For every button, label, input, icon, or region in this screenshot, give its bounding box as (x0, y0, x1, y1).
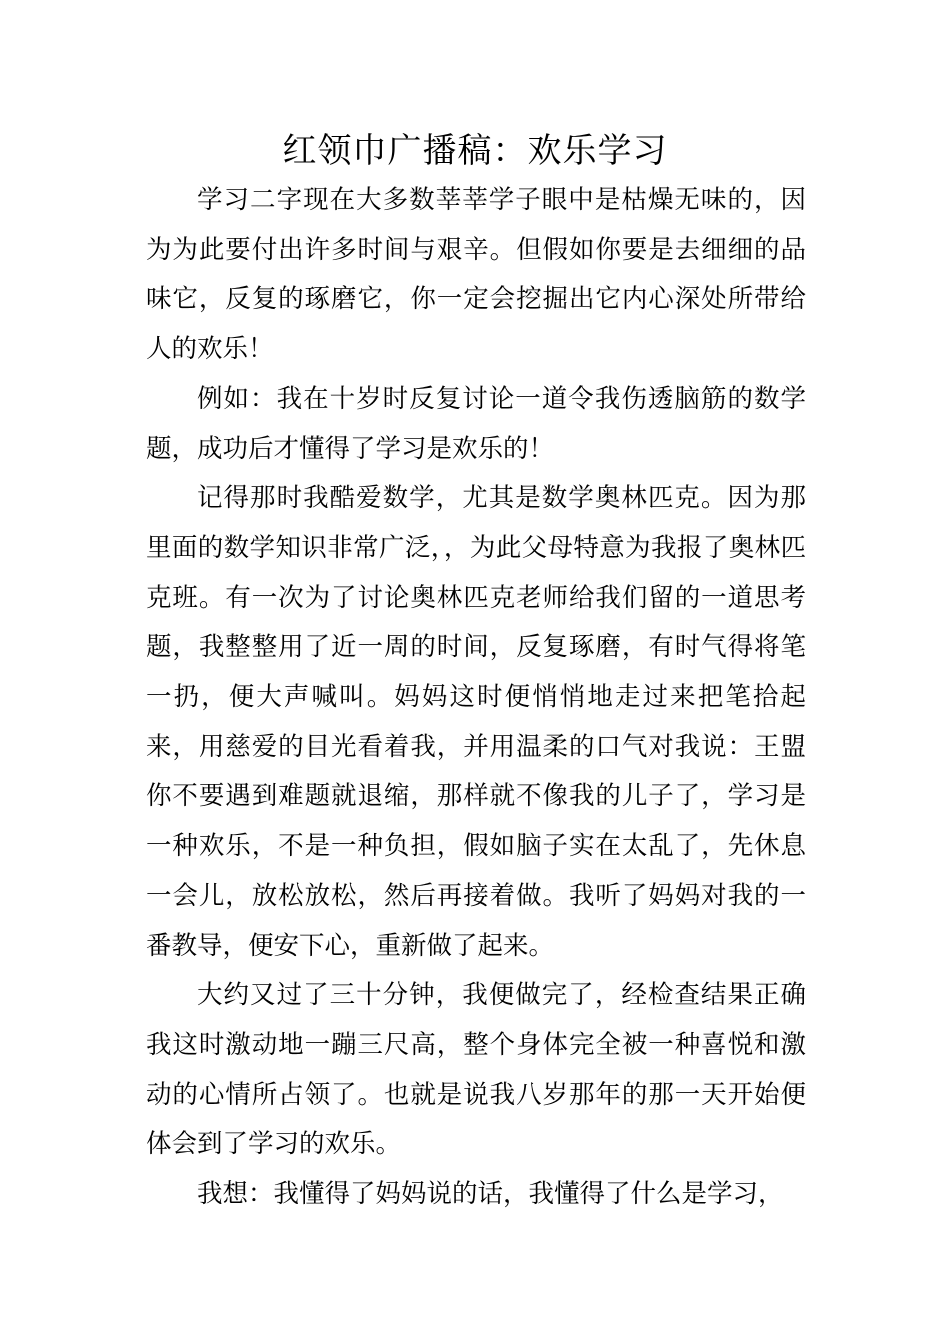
paragraph: 学习二字现在大多数莘莘学子眼中是枯燥无味的，因为为此要付出许多时间与艰辛。但假如你要是去细细的品味它，反复的琢磨它，你一定会挖掘出它内心深处所带给人的欢乐！ (146, 185, 806, 365)
document-body (146, 176, 806, 1220)
page-title: 红领巾广播稿：欢乐学习 (282, 131, 668, 171)
paragraph: 例如：我在十岁时反复讨论一道令我伤透脑筋的数学题，成功后才懂得了学习是欢乐的！ (146, 383, 806, 464)
paragraph: 记得那时我酷爱数学，尤其是数学奥林匹克。因为那里面的数学知识非常广泛，，为此父母特意为我报了奥林匹克班。有一次为了讨论奥林匹克老师给我们留的一道思考题，我整整用了近一周的时间，反复琢磨，有时气得将笔一扔，便大声喊叫。妈妈这时便悄悄地走过来把笔拾起来，用慈爱的目光看着我，并用温柔的口气对我说：王盟你不要遇到难题就退缩，那样就不像我的儿子了，学习是一种欢乐，不是一种负担，假如脑子实在太乱了，先休息一会儿，放松放松，然后再接着做。我听了妈妈对我的一番教导，便安下心，重新做了起来。 (146, 483, 806, 961)
paragraph: 我想：我懂得了妈妈说的话，我懂得了什么是学习， (197, 1179, 784, 1210)
paragraph: 大约又过了三十分钟，我便做完了，经检查结果正确我这时激动地一蹦三尺高，整个身体完全被一种喜悦和激动的心情所占领了。也就是说我八岁那年的那一天开始便体会到了学习的欢乐。 (146, 980, 806, 1160)
